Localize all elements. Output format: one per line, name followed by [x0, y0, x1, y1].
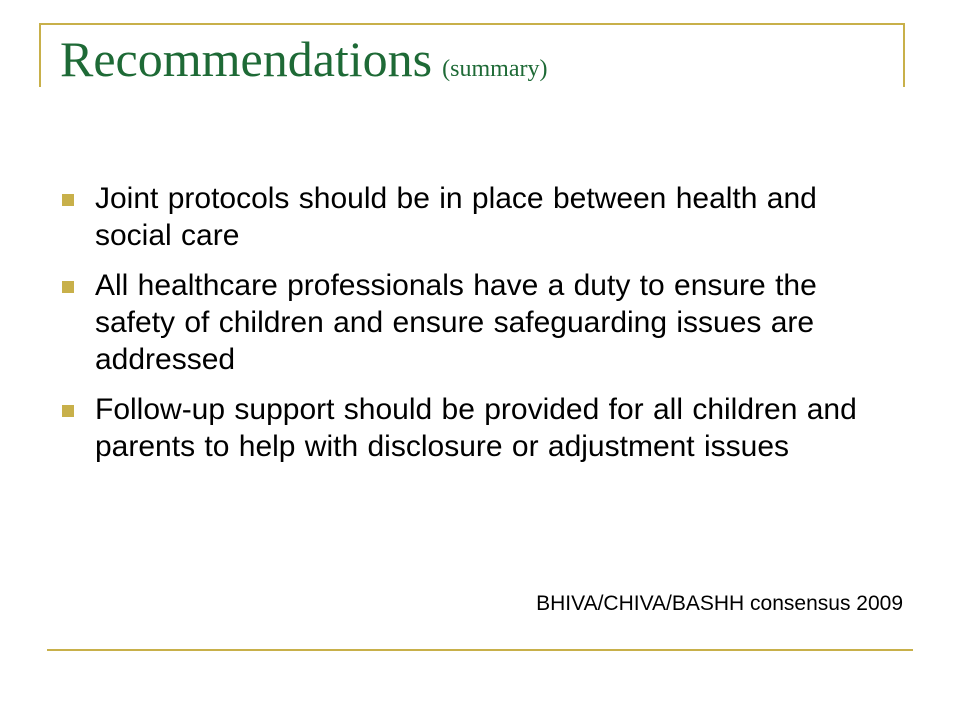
title-frame-right-line [903, 23, 905, 87]
square-bullet-icon [62, 405, 74, 417]
bullet-text: Follow-up support should be provided for all children and parents to help with disclosure or adjustment issues [95, 393, 857, 463]
bullet-item [62, 391, 882, 465]
slide-title [60, 31, 548, 87]
square-bullet-icon [62, 194, 74, 206]
bullet-list [62, 180, 882, 478]
title-frame-left-line [39, 23, 41, 87]
slide-title-text: Recommendations [60, 31, 433, 87]
bullet-text: Joint protocols should be in place between health and social care [95, 182, 817, 252]
title-frame-top-line [39, 23, 905, 25]
bullet-item [62, 267, 882, 378]
bullet-text: All healthcare professionals have a duty to ensure the safety of children and ensure safeguarding issues are addressed [95, 269, 817, 376]
citation: BHIVA/CHIVA/BASHH consensus 2009 [536, 592, 903, 615]
bullet-item [62, 180, 882, 254]
slide-subtitle: (summary) [442, 56, 548, 82]
square-bullet-icon [62, 281, 74, 293]
bottom-divider-line [47, 649, 913, 651]
